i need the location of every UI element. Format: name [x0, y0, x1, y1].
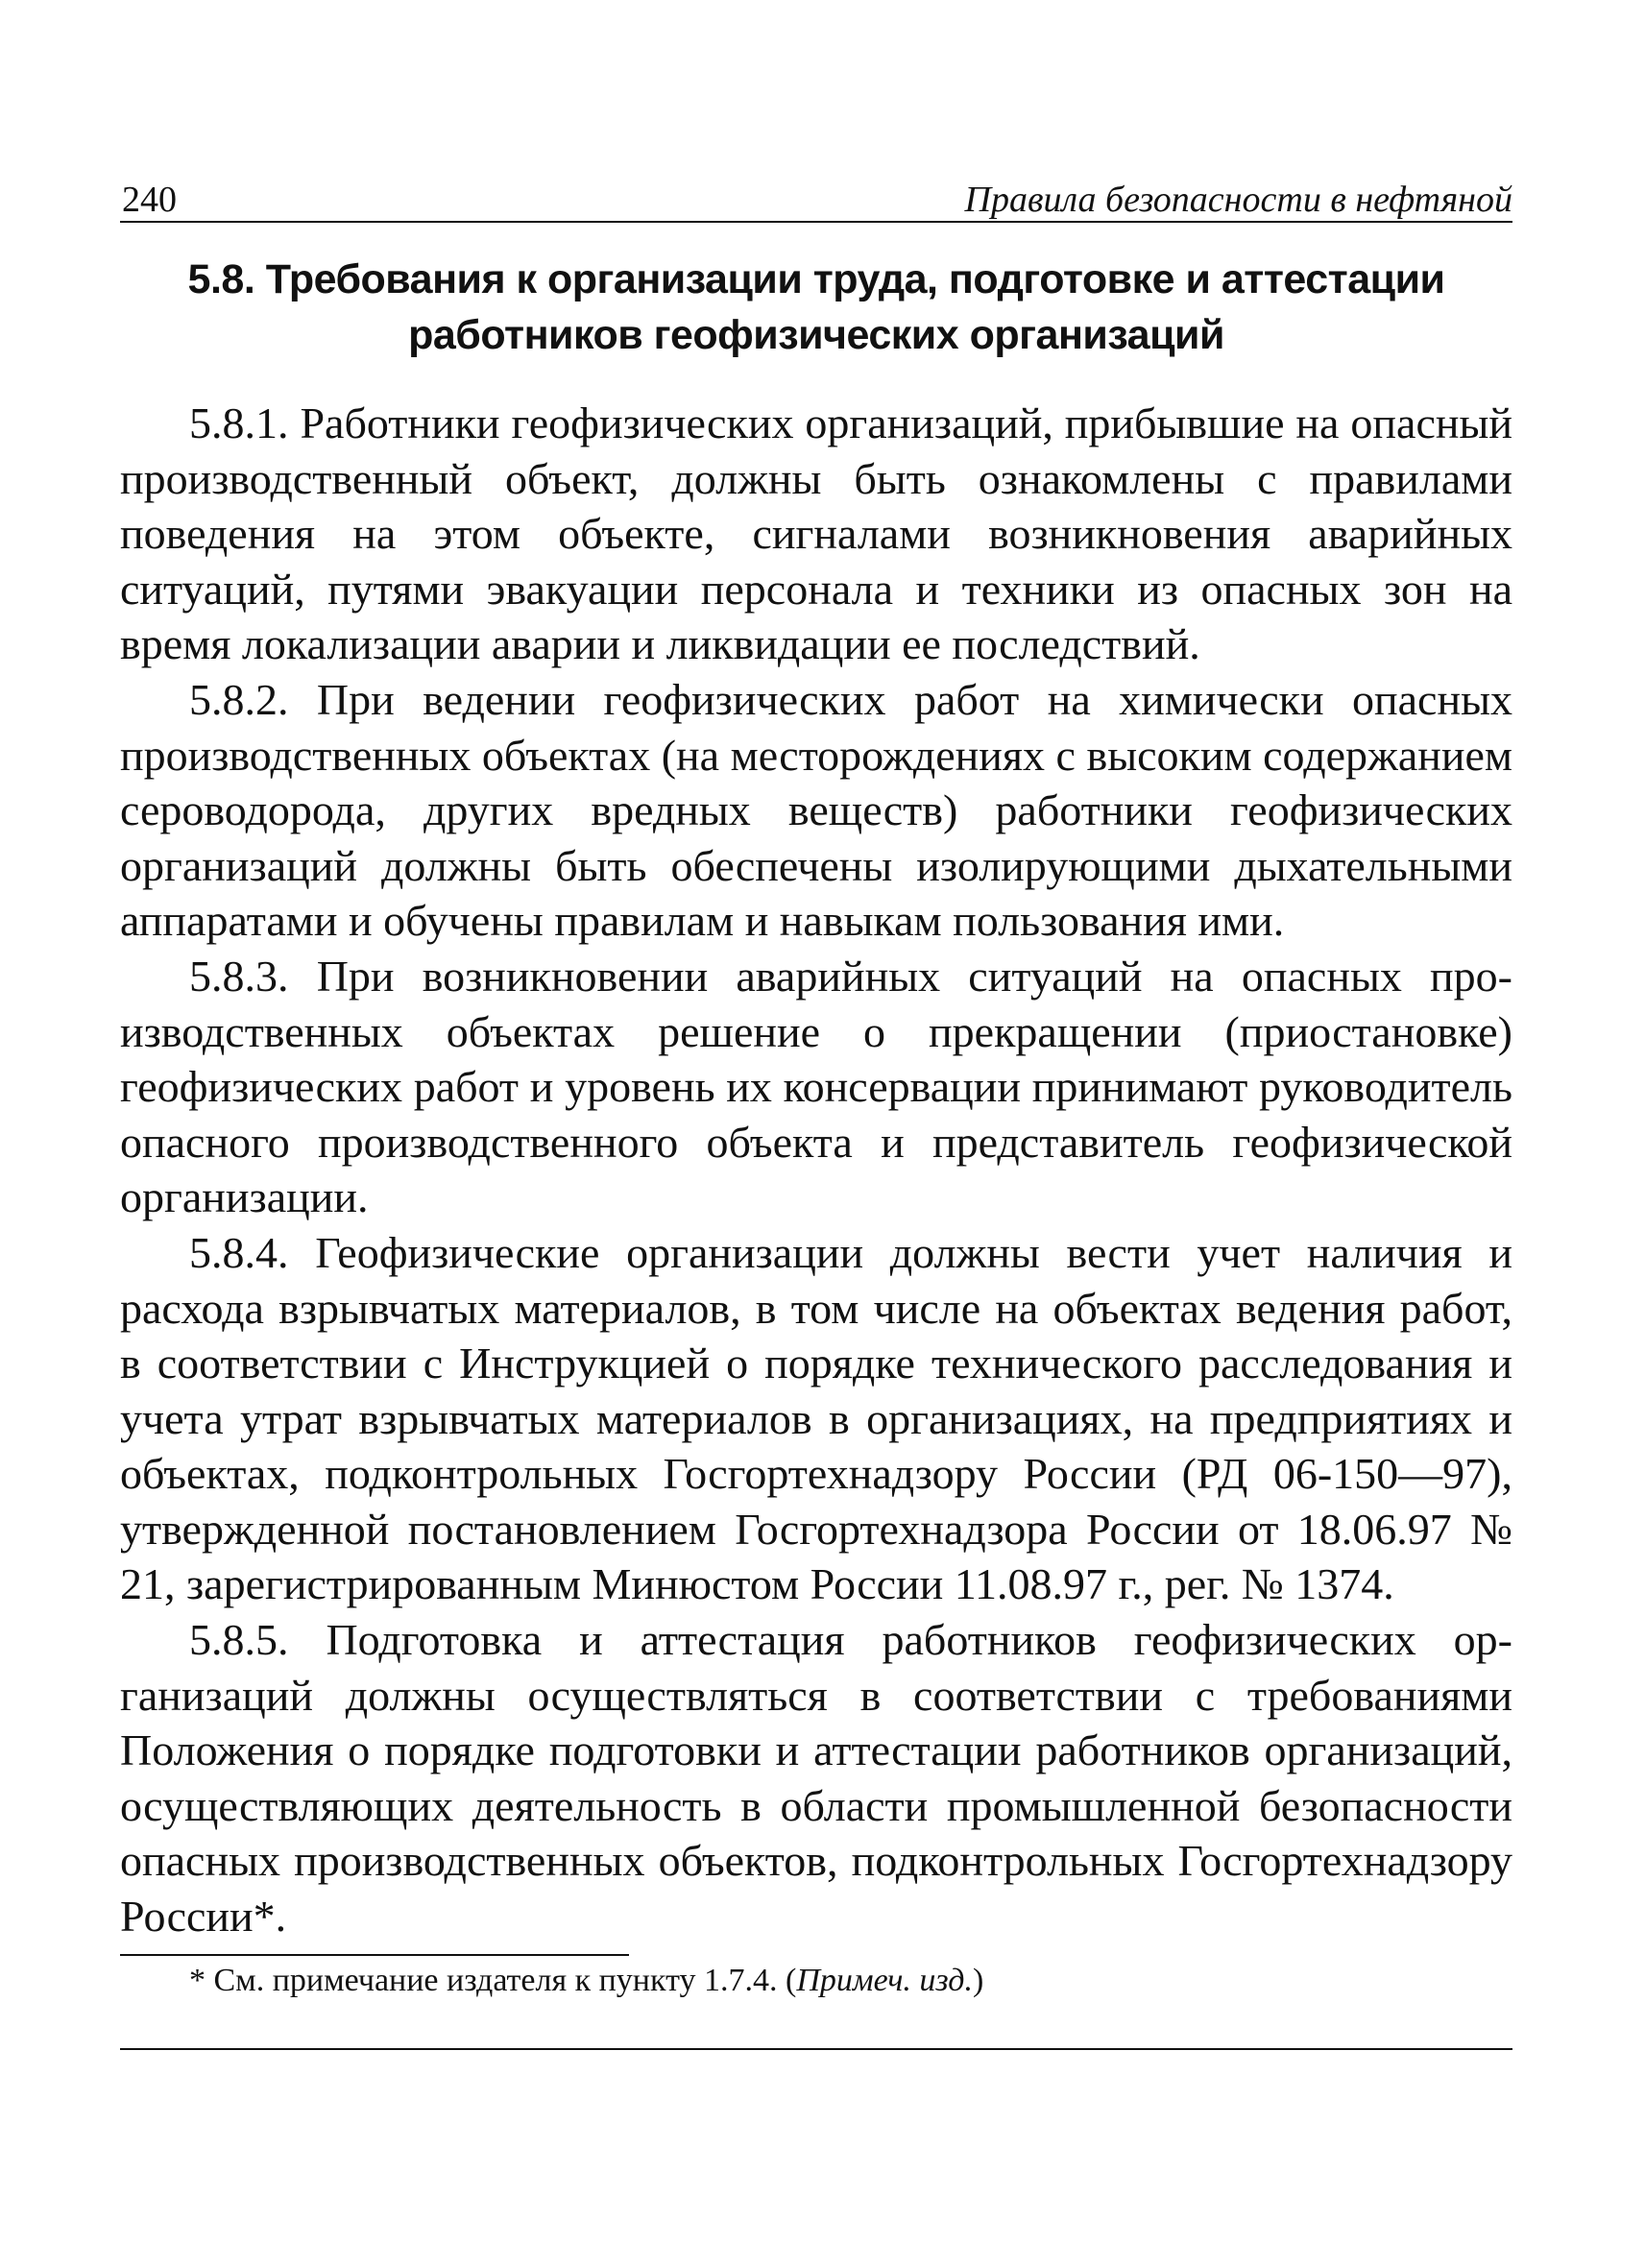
paragraph-5-8-3: 5.8.3. При возникновении аварийных ситуаций на опасных производственных объектах решение о прекращении (приостановке) геофизических работ и уровень их консервации принимают руководитель опасного производственного объекта и представитель геофизической организации. — [120, 951, 1512, 1222]
footnote-close: ) — [972, 1962, 984, 1998]
section-title-line-1: 5.8. Требования к организации труда, подготовке и аттестации — [187, 256, 1445, 302]
section-title-line-2: работников геофизических организаций — [408, 312, 1224, 358]
footnote-rule — [120, 1954, 629, 1956]
running-header — [120, 154, 1512, 223]
section-title — [120, 252, 1512, 363]
footnote-italic: Примеч. изд. — [796, 1962, 973, 1998]
body-text — [120, 396, 1512, 1944]
footnote-text: * См. примечание издателя к пункту 1.7.4. ( — [189, 1962, 797, 1998]
bottom-rule — [120, 2048, 1512, 2050]
footnote — [120, 1960, 1512, 2002]
page-content — [120, 154, 1512, 2050]
running-title: Правила безопасности в нефтяной — [964, 180, 1512, 220]
page-number: 240 — [122, 180, 177, 220]
paragraph-5-8-4: 5.8.4. Геофизические организации должны вести учет наличия и расхода взрывчатых материалов, в том числе на объектах ведения работ, в соответствии с Инструкцией о порядке технического расследования и учета утрат взрывчатых материалов в организациях, на предприятиях и объектах, подконтрольных Госгортехнадзору России (РД 06-150—97), утвержденной постановлением Госгортехнадзора России от 18.06.97 № 21, зарегистрированным Минюстом России 11.08.97 г., рег. № 1374. — [120, 1227, 1512, 1609]
paragraph-5-8-1: 5.8.1. Работники геофизических организаций, прибывшие на опасный производственный объект, должны быть ознакомлены с правилами поведения на этом объекте, сигналами возникновения аварийных ситуаций, путями эвакуации персонала и техники из опасных зон на время локализации аварии и ликвидации ее последствий. — [120, 398, 1512, 669]
paragraph-5-8-5: 5.8.5. Подготовка и аттестация работников геофизических организаций должны осуществляться в соответствии с требованиями Положения о порядке подготовки и аттестации работников организаций, осуществляющих деятельность в области промышленной безопасности опасных производственных объектов, подконтрольных Госгортехнадзору России*. — [120, 1615, 1512, 1942]
paragraph-5-8-2: 5.8.2. При ведении геофизических работ на химически опасных производственных объектах (на месторождениях с высоким содержанием сероводорода, других вредных веществ) работники геофизических организаций должны быть обеспечены изолирующими дыхательными аппаратами и обучены правилам и навыкам пользования ими. — [120, 674, 1512, 946]
